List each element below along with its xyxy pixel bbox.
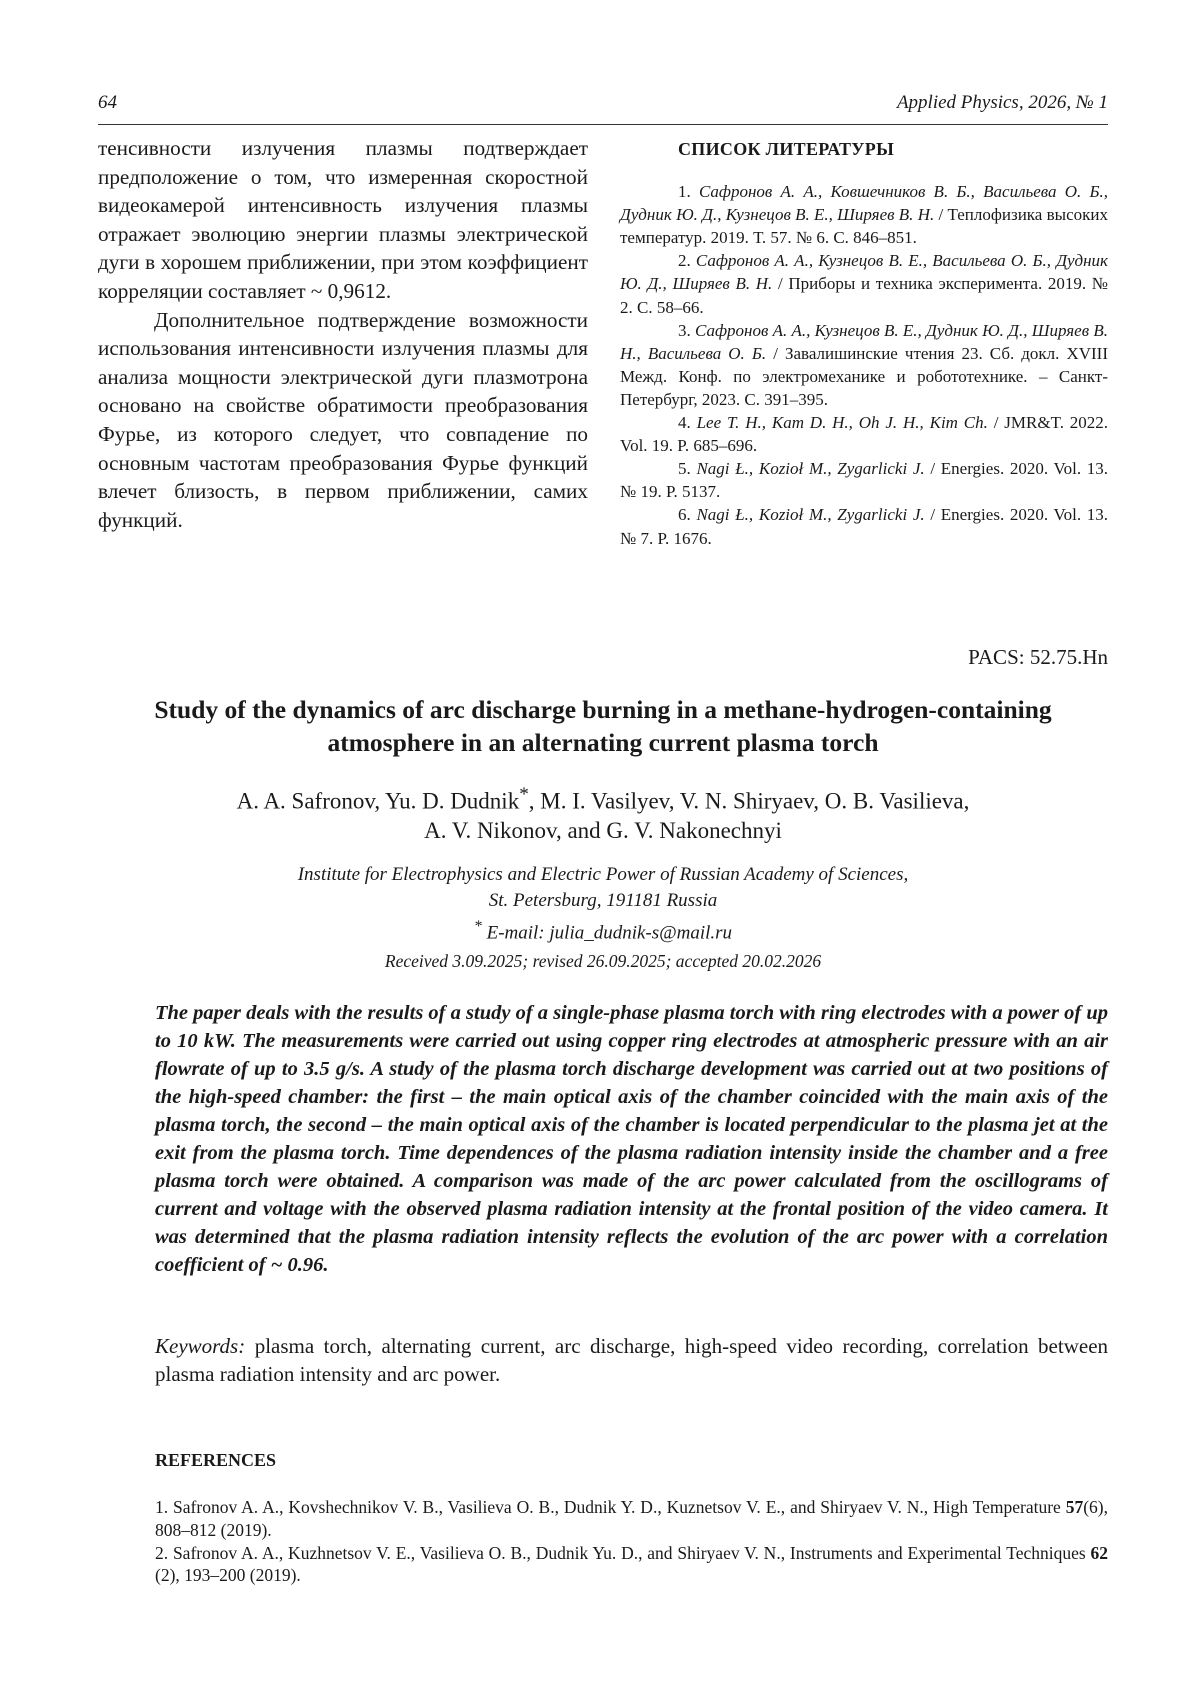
email-address: E-mail: julia_dudnik-s@mail.ru [486,922,733,944]
en-reference-item [155,1542,1108,1588]
keywords-text: plasma torch, alternating current, arc discharge, high-speed video recording, correlation between plasma radiation intensity and arc power. [155,1334,1109,1386]
ru-reference-item [620,457,1108,503]
ref-authors: Сафронов А. А., Кузнецов В. Е., Дудник Ю. Д., Ширяев В. Н., Васильева О. Б. [620,320,1108,363]
pacs-code: PACS: 52.75.Hn [968,645,1108,669]
ref-authors: Nagi Ł., Kozioł M., Zygarlicki J. [696,505,925,525]
ru-reference-list [620,138,1108,550]
ref-text: (2), 193–200 (2019). [155,1565,301,1586]
ref-source: / Теплофизика высоких температур. 2019. Т. 57. № 6. С. 846–851. [620,205,1108,248]
ref-authors: Nagi Ł., Kozioł M., Zygarlicki J. [696,459,925,479]
ref-source: / Energies. 2020. Vol. 13. № 7. P. 1676. [620,505,1109,548]
ref-number: 2. [678,251,691,271]
ref-text: 2. Safronov A. A., Kuzhnetsov V. E., Vasilieva O. B., Dudnik Yu. D., and Shiryaev V. N., Instruments and Experimental Techniques [155,1542,1091,1563]
keywords-label: Keywords: [155,1334,246,1358]
ref-number: 4. [678,413,691,433]
en-reference-item [155,1496,1108,1542]
ru-reference-item [620,319,1108,411]
ru-reference-item [620,249,1108,318]
email-mark: * [473,918,482,935]
ref-number: 3. [678,320,691,340]
ref-text: 1. Safronov A. A., Kovshechnikov V. B., Vasilieva O. B., Dudnik Y. D., Kuznetsov V. E., and Shiryaev V. N., High Temperature [155,1497,1066,1517]
keywords [155,1332,1108,1388]
authors-text: A. A. Safronov, Yu. D. Dudnik [236,788,520,814]
received-dates: Received 3.09.2025; revised 26.09.2025; accepted 20.02.2026 [384,951,822,971]
en-references-title: REFERENCES [155,1450,277,1470]
ref-source: / JMR&T. 2022. Vol. 19. P. 685–696. [620,413,1109,456]
ref-authors: Сафронов А. А., Ковшечников В. Б., Васильева О. Б., Дудник Ю. Д., Кузнецов В. Е., Ширяев В. Н. [620,182,1108,225]
article-title [98,693,1108,759]
affiliation-line-2: St. Petersburg, 191181 Russia [488,890,718,911]
ref-number: 5. [678,459,691,479]
ref-volume: 57 [1065,1497,1084,1517]
page-number: 64 [98,92,117,113]
author-list [98,780,1108,845]
corresponding-author-mark: * [519,784,529,805]
email-line [98,914,1108,946]
running-head [98,92,1108,125]
affiliation-line-1: Institute for Electrophysics and Electric Power of Russian Academy of Sciences, [297,864,909,885]
journal-name: Applied Physics, 2026, № 1 [896,92,1108,113]
en-reference-list [155,1496,1108,1587]
ref-source: / Приборы и техника эксперимента. 2019. № 2. С. 58–66. [620,274,1109,317]
title-line-2: atmosphere in an alternating current plasma torch [327,728,879,757]
ref-number: 1. [678,182,691,202]
ru-reference-item [620,180,1108,249]
ref-authors: Сафронов А. А., Кузнецов В. Е., Васильева О. Б., Дудник Ю. Д., Ширяев В. Н. [620,251,1108,294]
ref-source: / Energies. 2020. Vol. 13. № 19. P. 5137. [620,459,1109,502]
ref-volume: 62 [1090,1542,1108,1563]
affiliation [98,862,1108,946]
ref-authors: Lee T. H., Kam D. H., Oh J. H., Kim Ch. [696,413,988,433]
authors-line-2: A. V. Nikonov, and G. V. Nakonechnyi [424,817,782,843]
abstract: The paper deals with the results of a study of a single-phase plasma torch with ring electrodes with a power of up to 10 kW. The measurements were carried out using copper ring electrodes at atmospheric pressure with an air flowrate of up to 3.5 g/s. A study of the plasma torch discharge development was carried out at two positions of the high-speed chamber: the first – the main optical axis of the chamber coincided with the main axis of the plasma torch, the second – the main optical axis of the chamber is located perpendicular to the plasma jet at the exit from the plasma torch. Time dependences of the plasma radiation intensity inside the chamber and a free plasma torch were obtained. A comparison was made of the arc power calculated from the oscillograms of current and voltage with the observed plasma radiation intensity at the frontal position of the video camera. It was determined that the plasma radiation intensity reflects the evolution of the arc power with a correlation coefficient of ~ 0.96. [155,1002,1108,1276]
left-paragraph-2: Дополнительное подтверждение возможности использования интенсивности излучения плазмы для анализа мощности электрической дуги плазмотрона основано на свойстве обратимости преобразования Фурье, из которого следует, что совпадение по основным частотам преобразования Фурье функций влечет близость, в первом приближении, самих функций. [98,307,588,532]
ru-references-title: СПИСОК ЛИТЕРАТУРЫ [678,139,895,159]
authors-line-1 [98,780,1108,816]
left-column-text [98,134,588,534]
ref-source: / Завалишинские чтения 23. Сб. докл. XVIII Межд. Конф. по электромеханике и робототехнике. – Санкт-Петербург, 2023. С. 391–395. [620,343,1109,409]
ru-reference-item [620,411,1108,457]
ref-number: 6. [678,505,691,525]
title-line-1: Study of the dynamics of arc discharge burning in a methane-hydrogen-containing [154,695,1052,724]
ru-reference-item [620,503,1108,549]
ref-text: (6), 808–812 (2019). [155,1497,1108,1540]
left-paragraph-1: тенсивности излучения плазмы подтверждает предположение о том, что измеренная скоростной видеокамерой интенсивность излучения плазмы отражает эволюцию энергии плазмы электрической дуги в хорошем приближении, при этом коэффициент корреляции составляет ~ 0,9612. [98,136,588,303]
authors-text: , M. I. Vasilyev, V. N. Shiryaev, O. B. Vasilieva, [528,788,970,814]
